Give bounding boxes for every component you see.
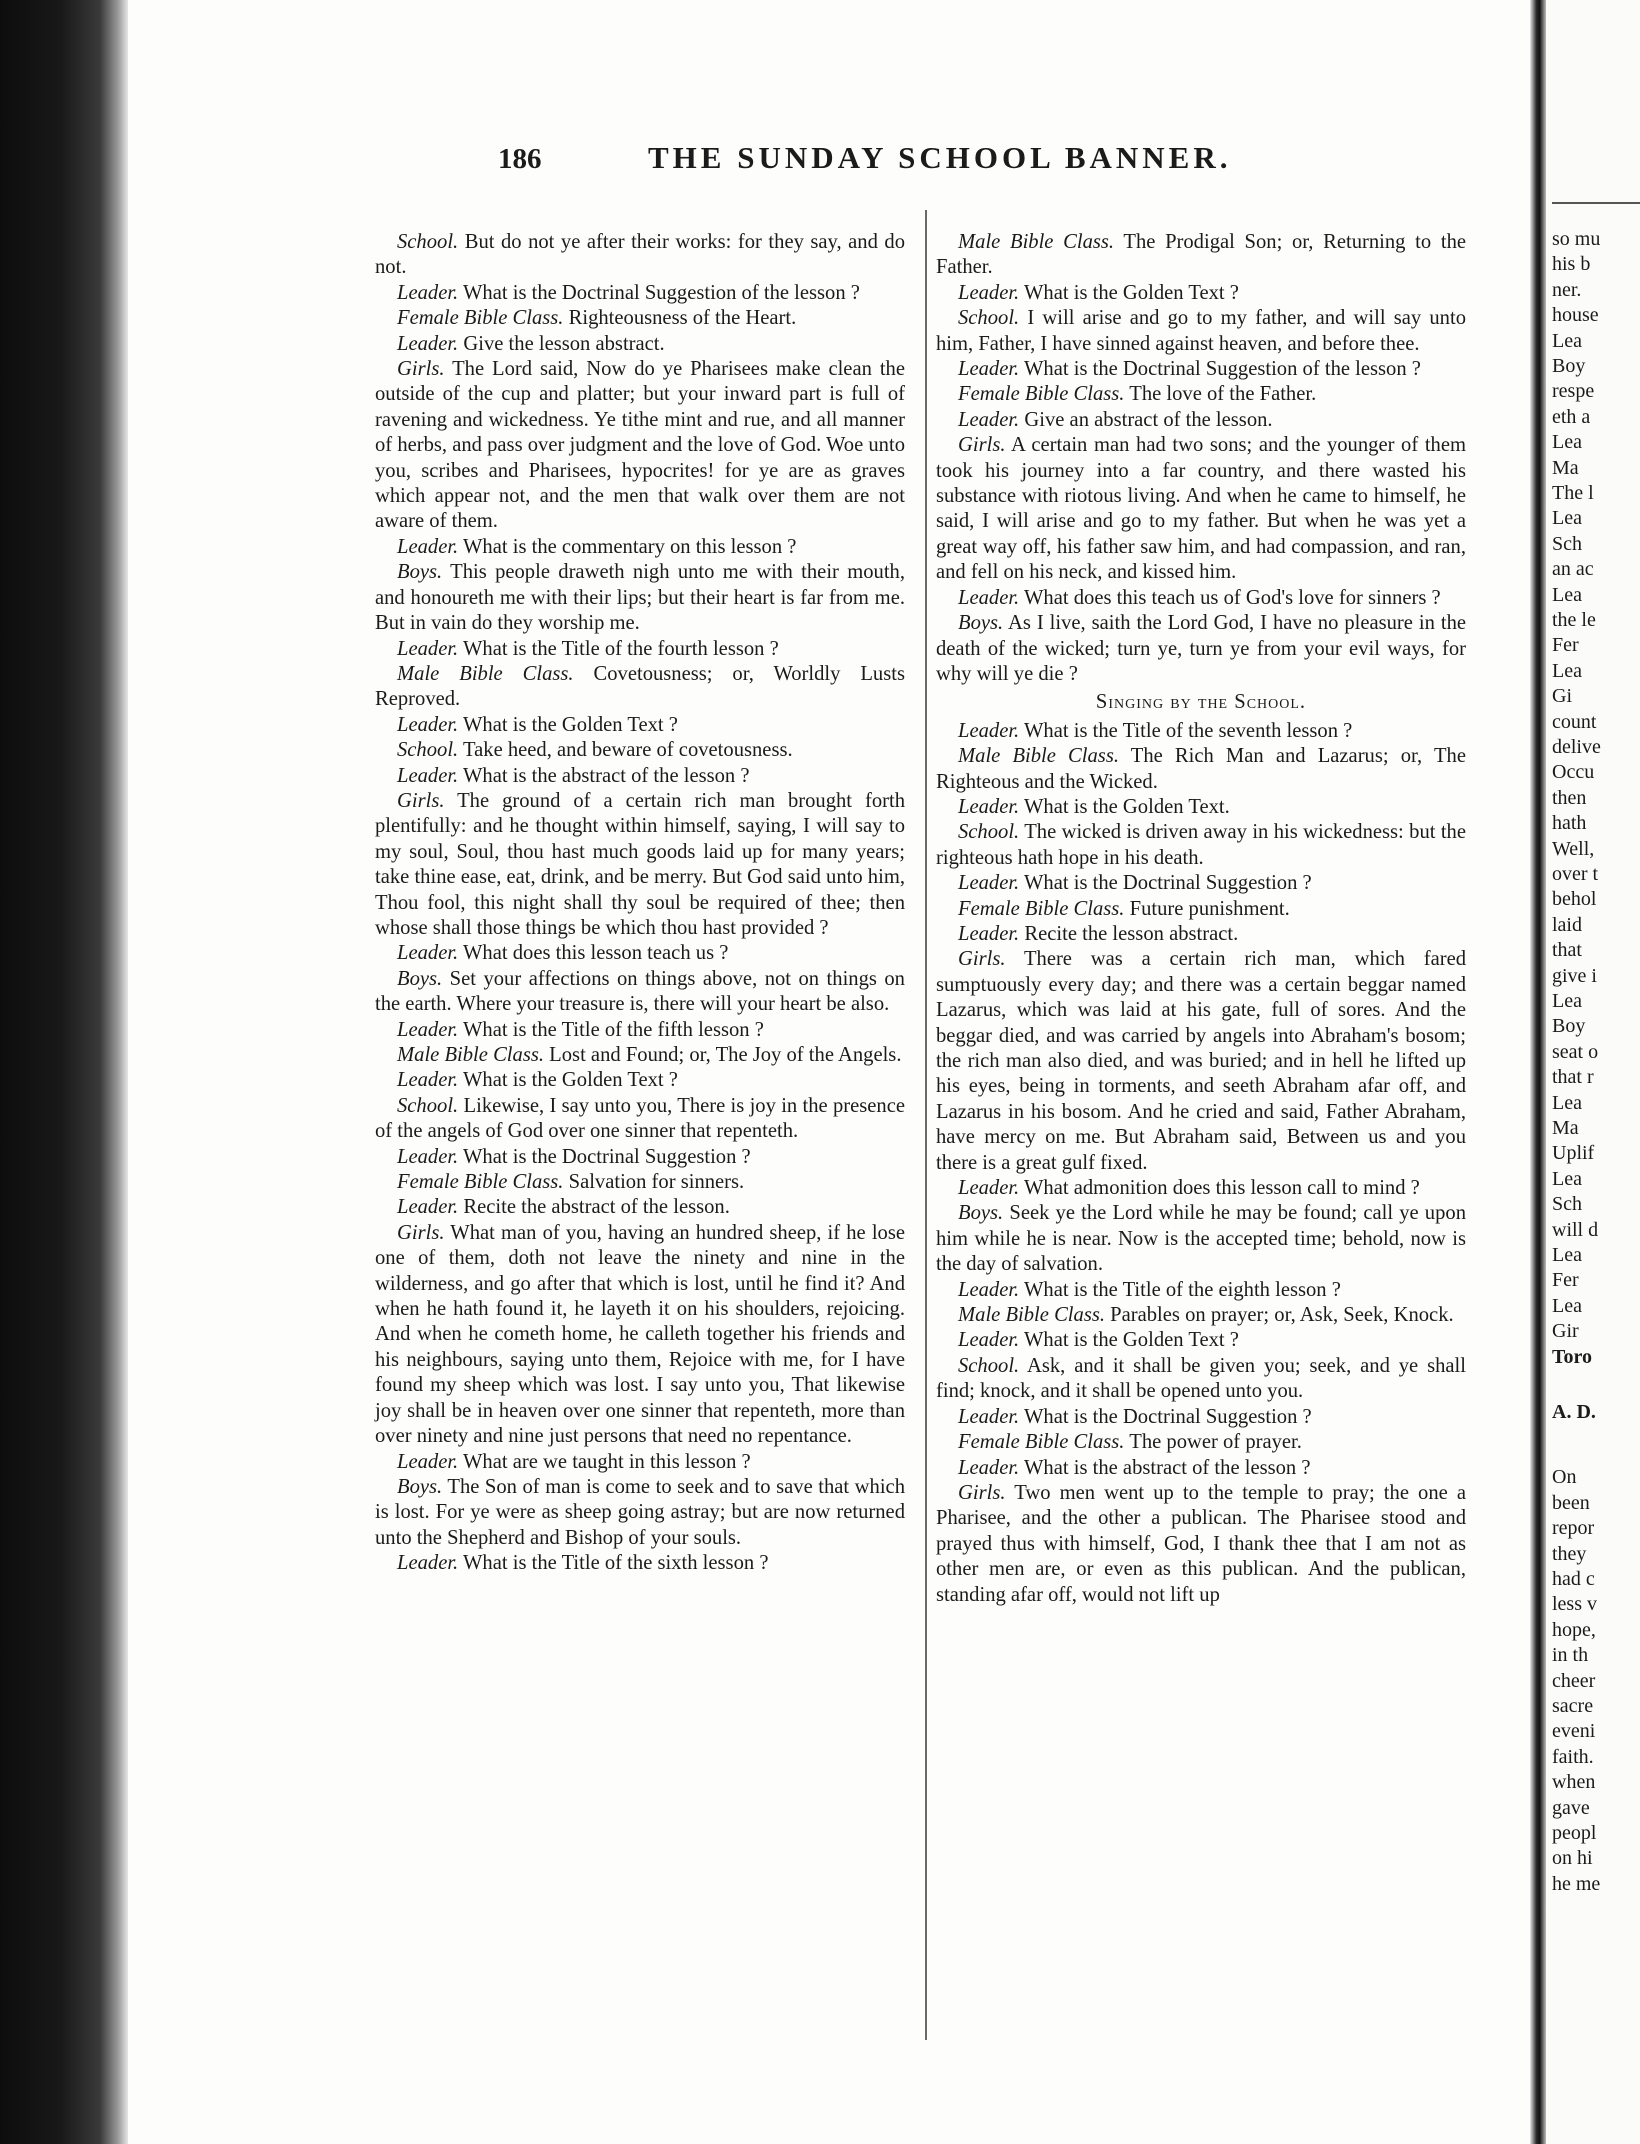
right-column bbox=[936, 230, 1466, 1608]
left-column bbox=[375, 230, 905, 1577]
next-page-fragment: count bbox=[1552, 710, 1597, 733]
dialogue-paragraph bbox=[375, 332, 905, 357]
dialogue-text: What does this teach us of God's love for sinners ? bbox=[1024, 586, 1441, 609]
next-page-fragment: then bbox=[1552, 786, 1587, 809]
speaker-label: Leader. bbox=[958, 719, 1020, 742]
next-page-fragment: Sch bbox=[1552, 1193, 1582, 1216]
speaker-label: Leader. bbox=[397, 942, 459, 965]
speaker-label: School. bbox=[397, 1094, 459, 1117]
dialogue-text: The ground of a certain rich man brought forth plentifully: and he thought within himself, saying, I will say to my soul, Soul, thou hast much goods laid up for many years; take thine ease, eat, drink, and be merry. But God said unto him, Thou fool, this night shall thy soul be required of thee; then whose shall those things be which thou hast provided ? bbox=[375, 789, 905, 939]
dialogue-text: What is the Title of the seventh lesson ? bbox=[1024, 719, 1353, 742]
dialogue-text: What is the Title of the fifth lesson ? bbox=[463, 1018, 764, 1041]
next-page-fragment: eveni bbox=[1552, 1720, 1596, 1743]
speaker-label: Leader. bbox=[397, 281, 459, 304]
next-page-fragment: ner. bbox=[1552, 278, 1582, 301]
dialogue-paragraph bbox=[936, 382, 1466, 407]
next-page-fragment: Ma bbox=[1552, 456, 1579, 479]
speaker-label: Leader. bbox=[958, 1278, 1020, 1301]
dialogue-paragraph bbox=[936, 947, 1466, 1176]
speaker-label: School. bbox=[397, 231, 459, 253]
dialogue-paragraph bbox=[936, 611, 1466, 687]
next-page-fragment: repor bbox=[1552, 1517, 1595, 1540]
dialogue-text: This people draweth nigh unto me with their mouth, and honoureth me with their lips; but their heart is far from me. But in vain do they worship me. bbox=[375, 561, 905, 635]
dialogue-text: What is the Doctrinal Suggestion of the lesson ? bbox=[1024, 358, 1421, 381]
dialogue-paragraph bbox=[375, 1018, 905, 1043]
speaker-label: Leader. bbox=[397, 1552, 459, 1575]
next-page-fragment: Lea bbox=[1552, 507, 1582, 530]
next-page-fragment: On bbox=[1552, 1466, 1577, 1489]
speaker-label: Male Bible Class. bbox=[397, 1044, 545, 1066]
dialogue-paragraph bbox=[375, 1145, 905, 1170]
next-page-fragment: Lea bbox=[1552, 1244, 1582, 1266]
speaker-label: Leader. bbox=[958, 872, 1020, 895]
dialogue-paragraph bbox=[375, 764, 905, 789]
speaker-label: Girls. bbox=[958, 434, 1006, 457]
dialogue-text: The power of prayer. bbox=[1129, 1431, 1302, 1454]
next-page-fragment: cheer bbox=[1552, 1669, 1596, 1692]
dialogue-text: What is the abstract of the lesson ? bbox=[1024, 1456, 1311, 1479]
speaker-label: Female Bible Class. bbox=[958, 897, 1125, 920]
dialogue-paragraph bbox=[936, 1303, 1466, 1328]
dialogue-text: There was a certain rich man, which fared sumptuously every day; and there was a certain beggar named Lazarus, which was laid at his gate, full of sores. And the beggar died, and was carried by angels into Abraham's bosom; the rich man also died, and was buried; and in hell he lifted up his eyes, being in torments, and seeth Abraham afar off, and Lazarus in his bosom. And he cried and said, Father Abraham, have mercy on me. But Abraham said, Between us and you there is a great gulf fixed. bbox=[936, 948, 1467, 1174]
dialogue-paragraph bbox=[375, 789, 905, 941]
dialogue-text: But do not ye after their works: for they say, and do not. bbox=[375, 231, 905, 279]
dialogue-text: The Rich Man and Lazarus; or, The Righteous and the Wicked. bbox=[936, 745, 1466, 793]
next-page-fragment: been bbox=[1552, 1491, 1590, 1514]
dialogue-text: What is the Golden Text. bbox=[1024, 795, 1230, 818]
page-number: 186 bbox=[498, 143, 542, 175]
next-page-fragment: faith. bbox=[1552, 1745, 1594, 1768]
dialogue-paragraph bbox=[375, 1043, 905, 1068]
speaker-label: Leader. bbox=[397, 1196, 459, 1219]
dialogue-paragraph bbox=[936, 1278, 1466, 1303]
speaker-label: Leader. bbox=[397, 1450, 459, 1473]
dialogue-paragraph bbox=[375, 941, 905, 966]
next-page-fragment: behol bbox=[1552, 888, 1597, 911]
dialogue-text: What man of you, having an hundred sheep, if he lose one of them, doth not leave the ninety and nine in the wilderness, and go after that which is lost, until he find it? And when he hath found it, he layeth it on his shoulders, rejoicing. And when he cometh home, he calleth together his friends and his neighbours, saying unto them, Rejoice with me, for I have found my sheep which was lost. I say unto you, That likewise joy shall be in heaven over one sinner that repenteth, more than over ninety and nine just persons that need no repentance. bbox=[375, 1221, 905, 1448]
next-page-fragment: Toro bbox=[1552, 1345, 1593, 1368]
speaker-label: Leader. bbox=[397, 764, 459, 787]
speaker-label: Girls. bbox=[958, 1481, 1006, 1504]
next-page-fragment: Gi bbox=[1552, 685, 1572, 708]
next-page-fragment: that bbox=[1552, 939, 1582, 962]
dialogue-text: What are we taught in this lesson ? bbox=[463, 1450, 751, 1473]
dialogue-paragraph bbox=[375, 967, 905, 1018]
dialogue-paragraph bbox=[936, 281, 1466, 306]
speaker-label: Girls. bbox=[397, 1221, 445, 1244]
next-page-fragment: that r bbox=[1552, 1066, 1594, 1089]
dialogue-paragraph bbox=[936, 820, 1466, 871]
speaker-label: Leader. bbox=[958, 922, 1020, 945]
speaker-label: Leader. bbox=[958, 1329, 1020, 1352]
next-page-fragment: Lea bbox=[1552, 1091, 1582, 1114]
dialogue-text: The wicked is driven away in his wickedness: but the righteous hath hope in his death. bbox=[936, 821, 1466, 869]
next-page-fragment: Boy bbox=[1552, 355, 1586, 377]
speaker-label: School. bbox=[958, 307, 1020, 330]
speaker-label: Leader. bbox=[958, 281, 1020, 304]
dialogue-text: What is the Title of the fourth lesson ? bbox=[463, 637, 779, 660]
dialogue-paragraph bbox=[936, 230, 1466, 281]
dialogue-text: The love of the Father. bbox=[1129, 383, 1317, 406]
dialogue-text: Parables on prayer; or, Ask, Seek, Knock. bbox=[1110, 1304, 1454, 1327]
speaker-label: School. bbox=[958, 821, 1020, 844]
dialogue-paragraph bbox=[375, 637, 905, 662]
next-page-fragment: A. D. bbox=[1552, 1401, 1596, 1423]
next-page-fragment: they bbox=[1552, 1542, 1587, 1565]
dialogue-paragraph bbox=[936, 795, 1466, 820]
dialogue-paragraph bbox=[936, 871, 1466, 896]
dialogue-paragraph bbox=[936, 1201, 1466, 1277]
dialogue-paragraph bbox=[936, 1354, 1466, 1405]
next-page-fragment: will d bbox=[1552, 1218, 1599, 1241]
next-page-fragment: the le bbox=[1552, 609, 1596, 631]
speaker-label: Leader. bbox=[397, 1145, 459, 1168]
dialogue-paragraph bbox=[936, 719, 1466, 744]
dialogue-paragraph bbox=[375, 1551, 905, 1576]
dialogue-paragraph bbox=[375, 1068, 905, 1093]
next-page-fragment: Gir bbox=[1552, 1320, 1579, 1343]
dialogue-text: Take heed, and beware of covetousness. bbox=[462, 739, 793, 762]
speaker-label: Leader. bbox=[958, 358, 1020, 381]
speaker-label: Leader. bbox=[397, 1069, 459, 1092]
dialogue-paragraph bbox=[375, 662, 905, 713]
dialogue-paragraph bbox=[375, 357, 905, 535]
next-page-fragment: less v bbox=[1552, 1593, 1597, 1616]
next-page-fragment: Lea bbox=[1552, 659, 1582, 682]
dialogue-paragraph bbox=[936, 744, 1466, 795]
section-heading bbox=[936, 690, 1466, 715]
dialogue-paragraph bbox=[375, 560, 905, 636]
dialogue-text: What is the commentary on this lesson ? bbox=[463, 535, 797, 558]
next-page-fragment: Lea bbox=[1552, 1294, 1582, 1317]
running-header bbox=[498, 140, 1398, 190]
dialogue-text: As I live, saith the Lord God, I have no pleasure in the death of the wicked; turn ye, turn ye from your evil ways, for why will ye die ? bbox=[936, 612, 1467, 685]
dialogue-paragraph bbox=[375, 1475, 905, 1551]
dialogue-text: A certain man had two sons; and the younger of them took his journey into a far country, and there wasted his substance with riotous living. And when he came to himself, he said, I will arise and go to my father. But when he was yet a great way off, his father saw him, and had compassion, and ran, and fell on his neck, and kissed him. bbox=[936, 434, 1467, 584]
next-page-fragment: over t bbox=[1552, 863, 1599, 885]
speaker-label: Leader. bbox=[958, 1456, 1020, 1479]
dialogue-text: What is the Title of the sixth lesson ? bbox=[463, 1552, 769, 1575]
dialogue-text: Seek ye the Lord while he may be found; call ye upon him while he is near. Now is the accepted time; behold, now is the day of salvation. bbox=[936, 1202, 1466, 1276]
next-page-fragment: eth a bbox=[1552, 405, 1591, 428]
speaker-label: Male Bible Class. bbox=[958, 1304, 1106, 1327]
speaker-label: Leader. bbox=[397, 332, 459, 355]
dialogue-text: The Lord said, Now do ye Pharisees make clean the outside of the cup and platter; but your inward part is full of ravening and wickedness. Ye tithe mint and rue, and all manner of herbs, and pass over judgment and the love of God. Woe unto you, scribes and Pharisees, hypocrites! for ye are as graves which appear not, and the men that walk over them are not aware of them. bbox=[375, 358, 905, 533]
next-page-fragment: peopl bbox=[1552, 1822, 1597, 1844]
dialogue-text: What is the Doctrinal Suggestion ? bbox=[463, 1145, 751, 1168]
dialogue-text: What does this lesson teach us ? bbox=[463, 942, 729, 965]
next-page-fragment: Ma bbox=[1552, 1117, 1579, 1139]
next-page-fragment: house bbox=[1552, 304, 1599, 327]
next-page-fragment: his b bbox=[1552, 253, 1591, 276]
dialogue-text: Future punishment. bbox=[1129, 897, 1290, 920]
speaker-label: School. bbox=[958, 1354, 1020, 1377]
dialogue-text: What admonition does this lesson call to mind ? bbox=[1024, 1177, 1420, 1200]
next-page-fragment: gave bbox=[1552, 1796, 1590, 1819]
book-binding-shadow bbox=[0, 0, 128, 2144]
dialogue-text: Lost and Found; or, The Joy of the Angels. bbox=[549, 1044, 902, 1066]
dialogue-text: Give an abstract of the lesson. bbox=[1024, 408, 1273, 431]
dialogue-text: The Prodigal Son; or, Returning to the Father. bbox=[936, 231, 1467, 279]
dialogue-paragraph bbox=[936, 1405, 1466, 1430]
next-page-fragment: Lea bbox=[1552, 431, 1582, 454]
speaker-label: Leader. bbox=[397, 637, 459, 660]
speaker-label: Male Bible Class. bbox=[958, 231, 1115, 253]
dialogue-paragraph bbox=[375, 306, 905, 331]
next-page-fragment: so mu bbox=[1552, 228, 1601, 250]
next-page-fragment: Occu bbox=[1552, 761, 1595, 784]
speaker-label: Female Bible Class. bbox=[958, 1431, 1125, 1454]
next-page-fragment: Sch bbox=[1552, 532, 1582, 555]
next-page-fragment: laid bbox=[1552, 913, 1582, 936]
next-page-fragment: Lea bbox=[1552, 583, 1582, 606]
dialogue-paragraph bbox=[375, 713, 905, 738]
dialogue-paragraph bbox=[936, 306, 1466, 357]
dialogue-paragraph bbox=[375, 1450, 905, 1475]
dialogue-text: What is the Doctrinal Suggestion ? bbox=[1024, 1405, 1312, 1428]
next-page-fragment: Well, bbox=[1552, 837, 1595, 860]
journal-title: THE SUNDAY SCHOOL BANNER. bbox=[648, 140, 1232, 175]
next-page-fragment: delive bbox=[1552, 736, 1601, 758]
next-page-fragment: hope, bbox=[1552, 1618, 1596, 1641]
dialogue-text: What is the Doctrinal Suggestion of the lesson ? bbox=[463, 281, 860, 304]
next-page-fragment: hath bbox=[1552, 812, 1587, 835]
dialogue-paragraph bbox=[936, 1430, 1466, 1455]
next-page-fragment: in th bbox=[1552, 1644, 1589, 1667]
speaker-label: Leader. bbox=[958, 586, 1020, 609]
dialogue-text: Set your affections on things above, not on things on the earth. Where your treasure is, there will your heart be also. bbox=[375, 967, 905, 1016]
speaker-label: Girls. bbox=[397, 358, 445, 381]
dialogue-paragraph bbox=[936, 433, 1466, 585]
dialogue-text: Covetousness; or, Worldly Lusts Reproved. bbox=[375, 662, 905, 711]
dialogue-text: Recite the lesson abstract. bbox=[1024, 922, 1239, 945]
book-gutter bbox=[1530, 0, 1546, 2144]
dialogue-paragraph bbox=[936, 1481, 1466, 1608]
next-page-fragment: on hi bbox=[1552, 1847, 1593, 1870]
speaker-label: Leader. bbox=[958, 1177, 1020, 1200]
next-page-fragment: he me bbox=[1552, 1872, 1601, 1895]
dialogue-paragraph bbox=[375, 1221, 905, 1450]
speaker-label: Boys. bbox=[397, 561, 443, 584]
next-page-fragment: Lea bbox=[1552, 990, 1582, 1012]
speaker-label: Boys. bbox=[397, 967, 443, 990]
dialogue-paragraph bbox=[936, 586, 1466, 611]
next-page-fragment: Uplif bbox=[1552, 1142, 1595, 1165]
dialogue-text: Recite the abstract of the lesson. bbox=[463, 1196, 730, 1219]
dialogue-text: Two men went up to the temple to pray; the one a Pharisee, and the other a publican. The Pharisee stood and prayed thus with himself, God, I thank thee that I am not as other men are, or even as this publican. And the publican, standing afar off, would not lift up bbox=[936, 1481, 1466, 1606]
dialogue-paragraph bbox=[375, 230, 905, 281]
speaker-label: Leader. bbox=[397, 1018, 459, 1041]
speaker-label: Leader. bbox=[397, 713, 459, 736]
dialogue-paragraph bbox=[936, 357, 1466, 382]
column-divider bbox=[925, 210, 927, 2040]
dialogue-paragraph bbox=[375, 281, 905, 306]
speaker-label: Male Bible Class. bbox=[958, 745, 1119, 768]
dialogue-paragraph bbox=[936, 1176, 1466, 1201]
speaker-label: Boys. bbox=[958, 612, 1004, 635]
dialogue-paragraph bbox=[936, 1328, 1466, 1353]
next-page-fragment: an ac bbox=[1552, 558, 1594, 581]
next-page-fragment: Fer bbox=[1552, 634, 1579, 657]
dialogue-text: What is the Golden Text ? bbox=[1024, 281, 1239, 304]
dialogue-text: What is the Golden Text ? bbox=[1024, 1329, 1239, 1352]
dialogue-paragraph bbox=[936, 922, 1466, 947]
speaker-label: Boys. bbox=[958, 1202, 1004, 1225]
dialogue-text: Give the lesson abstract. bbox=[463, 332, 665, 355]
dialogue-text: Ask, and it shall be given you; seek, and ye shall find; knock, and it shall be opened unto you. bbox=[936, 1354, 1466, 1403]
dialogue-paragraph bbox=[936, 897, 1466, 922]
dialogue-text: I will arise and go to my father, and will say unto him, Father, I have sinned against heaven, and before thee. bbox=[936, 307, 1466, 355]
dialogue-text: What is the Golden Text ? bbox=[463, 1069, 678, 1092]
next-page-fragment: Fer bbox=[1552, 1269, 1579, 1292]
next-page-fragment: Lea bbox=[1552, 1167, 1582, 1190]
dialogue-paragraph bbox=[375, 1170, 905, 1195]
next-page-rule bbox=[1552, 202, 1640, 204]
dialogue-paragraph bbox=[936, 1456, 1466, 1481]
speaker-label: Female Bible Class. bbox=[397, 307, 564, 330]
speaker-label: Leader. bbox=[958, 795, 1020, 818]
next-page-fragment: The l bbox=[1552, 482, 1594, 504]
next-page-fragment: give i bbox=[1552, 964, 1597, 987]
dialogue-text: The Son of man is come to seek and to save that which is lost. For ye were as sheep going astray; but are now returned unto the Shepherd and Bishop of your souls. bbox=[375, 1475, 905, 1549]
speaker-label: Female Bible Class. bbox=[397, 1171, 564, 1194]
dialogue-paragraph bbox=[375, 738, 905, 763]
next-page-fragment: respe bbox=[1552, 380, 1595, 403]
next-page-fragment: sacre bbox=[1552, 1695, 1594, 1717]
next-page-fragment: Boy bbox=[1552, 1015, 1586, 1038]
dialogue-text: What is the Golden Text ? bbox=[463, 713, 678, 736]
next-page-fragment: Lea bbox=[1552, 329, 1582, 352]
speaker-label: School. bbox=[397, 739, 459, 762]
dialogue-paragraph bbox=[375, 1195, 905, 1220]
speaker-label: Leader. bbox=[958, 1405, 1020, 1428]
speaker-label: Girls. bbox=[397, 789, 445, 812]
dialogue-text: Salvation for sinners. bbox=[568, 1171, 745, 1194]
dialogue-text: Likewise, I say unto you, There is joy in the presence of the angels of God over one sinner that repenteth. bbox=[375, 1094, 906, 1143]
speaker-label: Male Bible Class. bbox=[397, 662, 574, 685]
dialogue-text: What is the abstract of the lesson ? bbox=[463, 764, 750, 787]
next-page-fragment: when bbox=[1552, 1771, 1596, 1794]
next-page-edge bbox=[1546, 0, 1640, 2144]
dialogue-text: Righteousness of the Heart. bbox=[568, 307, 797, 330]
dialogue-text: What is the Title of the eighth lesson ? bbox=[1024, 1278, 1341, 1301]
speaker-label: Leader. bbox=[958, 408, 1020, 431]
dialogue-paragraph bbox=[375, 535, 905, 560]
speaker-label: Girls. bbox=[958, 948, 1006, 971]
next-page-fragment: seat o bbox=[1552, 1040, 1599, 1063]
dialogue-paragraph bbox=[375, 1094, 905, 1145]
dialogue-paragraph bbox=[936, 408, 1466, 433]
speaker-label: Leader. bbox=[397, 535, 459, 558]
dialogue-text: Singing by the School. bbox=[1095, 691, 1307, 714]
speaker-label: Female Bible Class. bbox=[958, 383, 1125, 406]
next-page-fragment: had c bbox=[1552, 1568, 1595, 1590]
speaker-label: Boys. bbox=[397, 1475, 443, 1498]
dialogue-text: What is the Doctrinal Suggestion ? bbox=[1024, 872, 1312, 895]
